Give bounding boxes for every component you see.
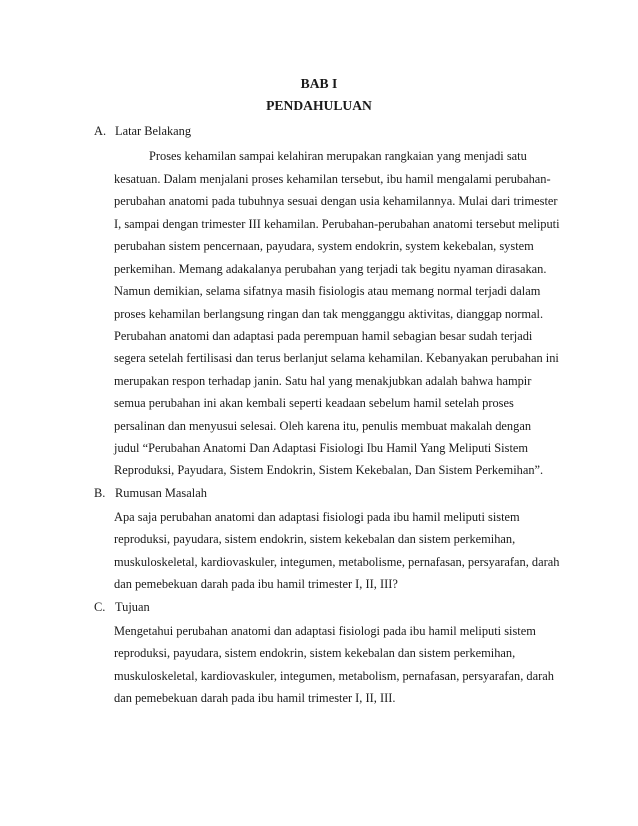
- paragraph-line: persalinan dan menyusui selesai. Oleh karena itu, penulis membuat makalah dengan: [114, 419, 532, 433]
- paragraph-line: Mengetahui perubahan anatomi dan adaptasi fisiologi pada ibu hamil meliputi sistem: [114, 624, 536, 638]
- paragraph-line: Reproduksi, Payudara, Sistem Endokrin, Sistem Kekebalan, Dan Sistem Perkemihan”.: [114, 463, 544, 477]
- section-title: Latar Belakang: [115, 124, 192, 138]
- section-title: Rumusan Masalah: [115, 486, 207, 500]
- section-heading-latar-belakang: [94, 124, 191, 139]
- paragraph-line: perubahan anatomi pada tubuhnya sesuai dengan usia kehamilannya. Mulai dari trimester: [114, 194, 558, 208]
- paragraph-line: Proses kehamilan sampai kelahiran merupakan rangkaian yang menjadi satu: [149, 149, 527, 163]
- section-heading-tujuan: [94, 600, 150, 615]
- paragraph-line: muskuloskeletal, kardiovaskuler, integumen, metabolism, pernafasan, persyarafan, darah: [114, 669, 554, 683]
- paragraph-line: I, sampai dengan trimester III kehamilan. Perubahan-perubahan anatomi tersebut meliputi: [114, 217, 560, 231]
- paragraph-line: muskuloskeletal, kardiovaskuler, integumen, metabolisme, pernafasan, persyarafan, darah: [114, 555, 560, 569]
- paragraph-line: semua perubahan ini akan kembali seperti keadaan sebelum hamil setelah proses: [114, 396, 514, 410]
- paragraph-line: Apa saja perubahan anatomi dan adaptasi fisiologi pada ibu hamil meliputi sistem: [114, 510, 520, 524]
- paragraph-line: reproduksi, payudara, sistem endokrin, sistem kekebalan dan sistem perkemihan,: [114, 646, 516, 660]
- paragraph-line: merupakan respon terhadap janin. Satu hal yang menakjubkan adalah bahwa hampir: [114, 374, 532, 388]
- paragraph-line: reproduksi, payudara, sistem endokrin, sistem kekebalan dan sistem perkemihan,: [114, 532, 516, 546]
- paragraph-line: perkemihan. Memang adakalanya perubahan yang terjadi tak begitu nyaman dirasakan.: [114, 262, 547, 276]
- chapter-title: PENDAHULUAN: [266, 98, 372, 113]
- paragraph-line: kesatuan. Dalam menjalani proses kehamilan tersebut, ibu hamil mengalami perubahan-: [114, 172, 551, 186]
- paragraph-line: judul “Perubahan Anatomi Dan Adaptasi Fisiologi Ibu Hamil Yang Meliputi Sistem: [114, 441, 529, 455]
- paragraph-line: dan pemebekuan darah pada ibu hamil trimester I, II, III?: [114, 577, 398, 591]
- section-heading-rumusan-masalah: [94, 486, 207, 501]
- paragraph-line: Namun demikian, selama sifatnya masih fisiologis atau memang normal terjadi dalam: [114, 284, 541, 298]
- paragraph-line: Perubahan anatomi dan adaptasi pada perempuan hamil sebagian besar sudah terjadi: [114, 329, 533, 343]
- section-number: B.: [94, 486, 106, 500]
- paragraph-line: perubahan sistem pencernaan, payudara, system endokrin, system kekebalan, system: [114, 239, 534, 253]
- paragraph-line: proses kehamilan berlangsung ringan dan tak mengganggu aktivitas, dianggap normal.: [114, 307, 544, 321]
- paragraph-line: dan pemebekuan darah pada ibu hamil trimester I, II, III.: [114, 691, 396, 705]
- section-title: Tujuan: [115, 600, 150, 614]
- chapter-number: BAB I: [300, 76, 338, 91]
- section-number: C.: [94, 600, 106, 614]
- paragraph-line: segera setelah fertilisasi dan terus berlanjut selama kehamilan. Kebanyakan perubahan ini: [114, 351, 559, 365]
- section-number: A.: [94, 124, 107, 138]
